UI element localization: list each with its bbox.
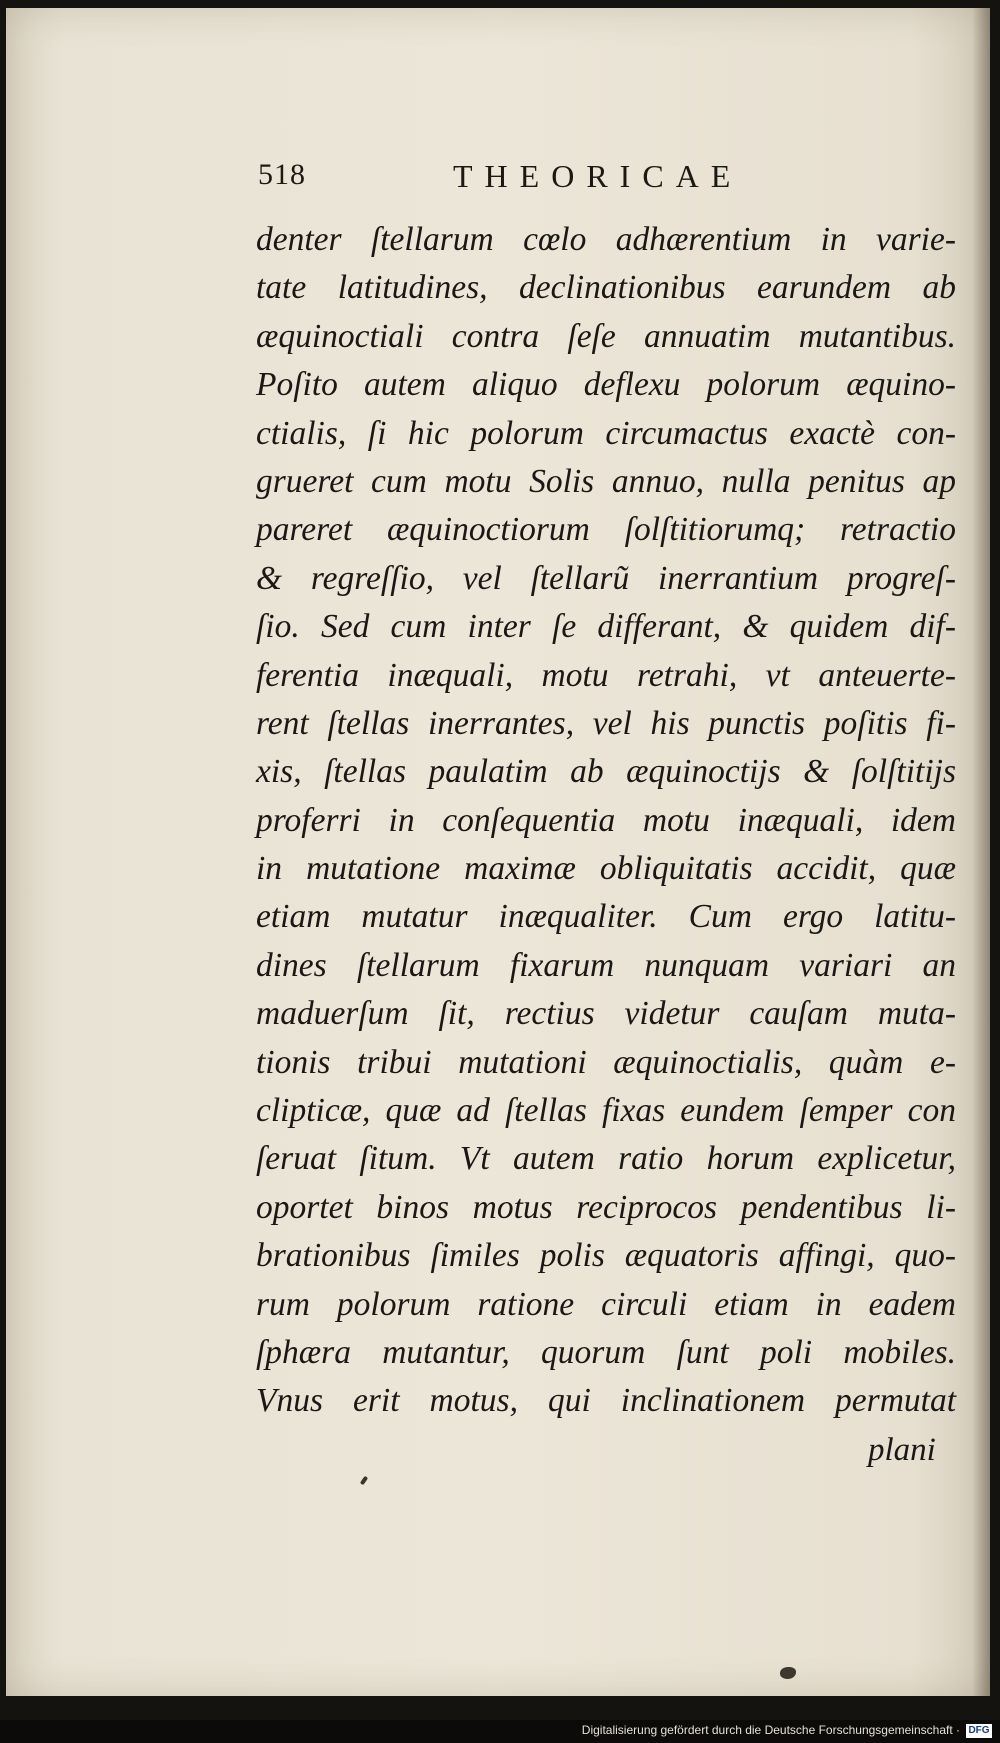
text-line: rent ſtellas inerrantes, vel his punctis poſitis fi- <box>256 704 956 742</box>
text-line: Vnus erit motus, qui inclinationem permutat <box>256 1382 956 1420</box>
text-line: oportet binos motus reciprocos pendentibus li- <box>256 1188 956 1226</box>
text-line: dines ſtellarum fixarum nunquam variari an <box>256 946 956 984</box>
text-line: pareret æquinoctiorum ſolſtitiorumq; retractio <box>256 511 956 549</box>
dfg-logo: DFG <box>966 1724 992 1738</box>
text-line: æquinoctiali contra ſeſe annuatim mutantibus. <box>256 317 956 355</box>
text-line: grueret cum motu Solis annuo, nulla penitus ap <box>256 462 956 500</box>
text-line: ſio. Sed cum inter ſe differant, & quidem dif- <box>256 608 956 646</box>
page-header <box>258 158 958 208</box>
catchword: plani <box>868 1432 936 1468</box>
text-line: tate latitudines, declinationibus earundem ab <box>256 269 956 307</box>
funding-credit: Digitalisierung gefördert durch die Deutsche Forschungsgemeinschaft · <box>581 1723 960 1737</box>
text-line: Poſito autem aliquo deflexu polorum æquino- <box>256 366 956 404</box>
text-line: etiam mutatur inæqualiter. Cum ergo latitu- <box>256 898 956 936</box>
text-line: proferri in conſequentia motu inæquali, idem <box>256 801 956 839</box>
text-line: in mutatione maximæ obliquitatis accidit, quæ <box>256 850 956 888</box>
text-line: ctialis, ſi hic polorum circumactus exactè con- <box>256 414 956 452</box>
text-line: clipticæ, quæ ad ſtellas fixas eundem ſemper con <box>256 1092 956 1130</box>
body-text <box>256 216 956 1426</box>
page-number: 518 <box>258 158 306 191</box>
page-gutter-shadow <box>972 8 990 1696</box>
text-line: ſphæra mutantur, quorum ſunt poli mobiles. <box>256 1333 956 1371</box>
text-line: ferentia inæquali, motu retrahi, vt anteuerte- <box>256 656 956 694</box>
text-line: brationibus ſimiles polis æquatoris affingi, quo- <box>256 1237 956 1275</box>
running-title: THEORICAE <box>453 158 743 194</box>
text-line: ſeruat ſitum. Vt autem ratio horum explicetur, <box>256 1140 956 1178</box>
text-line: xis, ſtellas paulatim ab æquinoctijs & ſolſtitijs <box>256 753 956 791</box>
text-line: maduerſum ſit, rectius videtur cauſam muta- <box>256 995 956 1033</box>
text-line: denter ſtellarum cœlo adhærentium in varie- <box>256 221 956 258</box>
text-line: & regreſſio, vel ſtellarũ inerrantium progreſ- <box>256 559 956 597</box>
text-line: rum polorum ratione circuli etiam in eadem <box>256 1285 956 1323</box>
text-line: tionis tribui mutationi æquinoctialis, quàm e- <box>256 1043 956 1081</box>
